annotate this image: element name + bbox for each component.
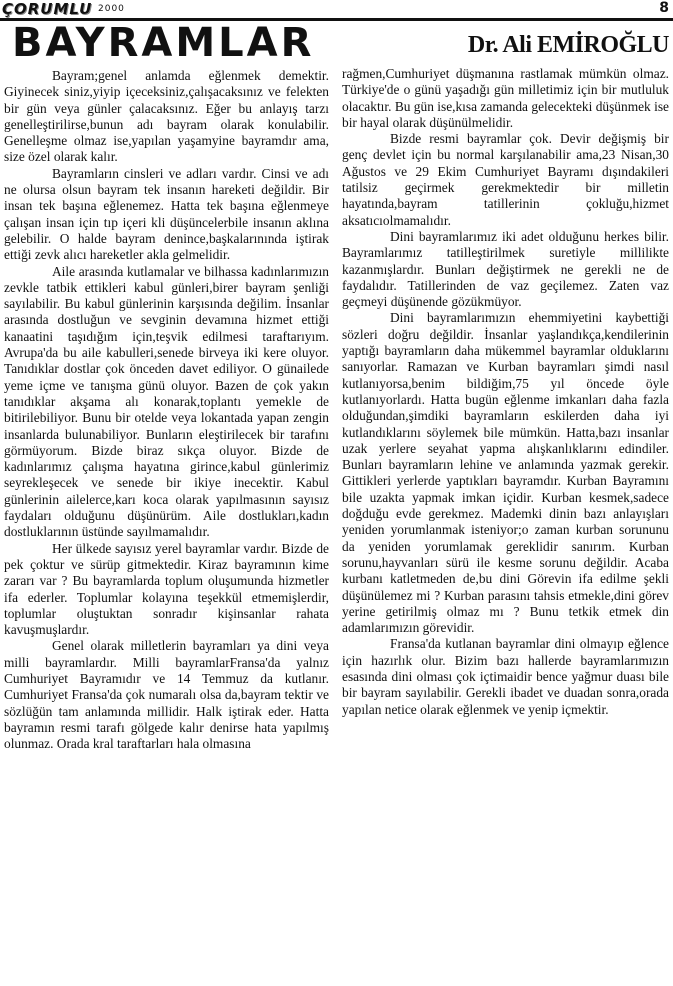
page-header [0, 0, 673, 22]
paragraph: Her ülkede sayısız yerel bayramlar vardır. Bizde de pek çoktur ve sürüp gitmektedir. Kiraz bayramının kime zararı var ? Bu bayramlarda toplum oluşumunda hizmetler ifa ederler. Toplumlar kolayına teşekkül etmemişlerdir, toplumlar oluştuktan sonradır kişinsanlar rahata kavuşmuşlardır. [4, 540, 329, 638]
article-column-right [342, 66, 669, 718]
paragraph: Bayram;genel anlamda eğlenmek demektir. Giyinecek siniz,yiyip içeceksiniz,çalışacaksınız ve felekten bir gün veya günler çalacaksınız. Eğer bu anlayış tarzı genelleştirilirse,bunun adı bayram olarak konulabilir. Genelleşme olmaz ise,yapılan yaşamyine bayramdır ama, size özel olarak kalır. [4, 68, 329, 165]
paragraph: rağmen,Cumhuriyet düşmanına rastlamak mümkün olmaz. Türkiye'de o günü yaşadığı gün milletimiz için bir mutluluk olacaktır. Bu gün ise,kısa zamanda gelecekteki düşünmek ise bir hayal olarak düşünülmelidir. [342, 66, 669, 130]
paragraph: Aile arasında kutlamalar ve bilhassa kadınlarımızın zevkle tatbik ettikleri kabul günleri,birer bayram şenliği sayılabilir. Bu kabul günlerinin karşısında değilim. İnsanlar arasında dostluğun ve sevginin devamına hizmet ettiği kanaatini taşıdığım için,teşvik edilmesi taraftarıyım. Avrupa'da bu aile kabulleri,senede birveya iki kere oluyor. Tanıdıklar dostlar çok önceden davet ediliyor. O günailede yeme içme ve tanışma günü oluyor. Bazen de çok yakın tanıdıklar akşama alı konarak,toplantı yemekle de bitirilebiliyor. Bunu bir otelde veya lokantada yapan zengin insanlarda bulunabiliyor. Bunların eleştirilecek bir tarafını görmüyorum. Bizde biraz sıkça oluyor. Bizde de kadınlarımız çalışma hayatına girince,kabul günlerimiz seyrekleşecek ve senede bir ikiye inecektir. Kabul günlerinin ailelerce,karı koca olarak yapılmasının sayısız faydaları olduğunu düşünürüm. Aile dostlukları,kadın dostluklarının üstünde sayılmamalıdır. [4, 263, 329, 540]
article-title: BAYRAMLAR [12, 20, 315, 66]
paragraph: Bizde resmi bayramlar çok. Devir değişmiş bir genç devlet için bu normal karşılanabilir ama,23 Nisan,30 Ağustos ve 29 Ekim Cumhuriyet Bayramı dışındakileri tatilsiz geçirmek gerekmektedir bir milletin hayatında,bayram tatillerinin çokluğu,hizmet aksatıcıolmamalıdır. [342, 131, 669, 228]
issue-year: 2000 [98, 4, 125, 14]
article-column-left [4, 68, 329, 752]
paragraph: Bayramların cinsleri ve adları vardır. Cinsi ve adı ne olursa olsun bayram tek insanın hareketi değildir. Bir insan tek başına eğlenemez. Hatta tek başına eğlenmeye çalışan insan için tıp içeri kli düşüncelerbile insanın aklına gelebilir. O halde bayram denince,başkalarınında iştirak ettiği zevk alıcı hareketler akla gelmelidir. [4, 165, 329, 263]
paragraph: Genel olarak milletlerin bayramları ya dini veya milli bayramlardır. Milli bayramlarFransa'da yalnız Cumhuriyet Bayramıdır ve 14 Temmuz da kutlanır. Cumhuriyet Fransa'da çok numaralı olsa da,bayram tektir ve sözlüğün tam anlamında millidir. Halk iştirak eder. Hatta bayramın resmi tarafı gölgede kalır denirse hata yapılmış olunmaz. Orada kral taraftarları hala olmasına [4, 638, 329, 752]
paragraph: Dini bayramlarımızın ehemmiyetini kaybettiği sözleri doğru değildir. İnsanlar yaşlandıkça,kendilerinin yaptığı bayramların daha mükemmel bayramlar olduklarını sanıyorlar. Ramazan ve Kurban bayramları şimdi nasıl kutlanıyorsa,benim bildiğim,75 yıl öncede öyle kutlanıyorlardı. Hatta bugün eğlenme imkanları daha fazla olduğundan,şimdiki bayramların eskilerden daha iyi kutlandıklarını söylemek bile mümkün. Hatta,bazı insanlar uzak yerlere seyahat yapma alışkanlıklarını edindiler. Bunları bayramların lehine ve anlamında yazmak gerekir. Gittikleri yerlerde yaptıkları bayramdır. Kurban Bayramını bile uzakta yapmak imkan içidir. Kurban kesmek,sadece doğduğu evde gerekmez. Mademki dinin bazı anlayışları yeniden yorumlanmak isteniyor;o zaman kurban sorununu da yeniden yorumlamak gereklidir sanırım. Kurban sorunu,hayvanları sürü ile kesme sorunu değildir. Acaba kurbanı katletmeden de,bu dini Görevin ifa edilme şekli düşünülemez mi ? Kurban parasını tahsis etmekle,dini görev yerine getirilmiş olmaz mı ? Bunu tetkik etmek din adamlarımızın görevidir. [342, 310, 669, 636]
page-number: 8 [659, 0, 669, 16]
paragraph: Fransa'da kutlanan bayramlar dini olmayıp eğlence için hazırlık olur. Bizim bazı hallerde bayramlarımızın esasında dini olması çok içtimaidir bence yağmur duası bile bir bayram sayılabilir. Gerekli ibadet ve duadan sonra,orada yapılan netice olarak eğlenmek ve yenip içmektir. [342, 636, 669, 717]
newspaper-logo: ÇORUMLU [2, 0, 93, 18]
paragraph: Dini bayramlarımız iki adet olduğunu herkes bilir. Bayramlarımız tatilleştirilmek suretiyle millilikte kazanmışlardır. Bunları değiştirmek ne gerekli ne de faydalıdır. Tatillerinden de vaz geçilemez. Zaten vaz geçmeyi düşünende gözükmüyor. [342, 228, 669, 310]
article-author: Dr. Ali EMİROĞLU [467, 32, 669, 58]
